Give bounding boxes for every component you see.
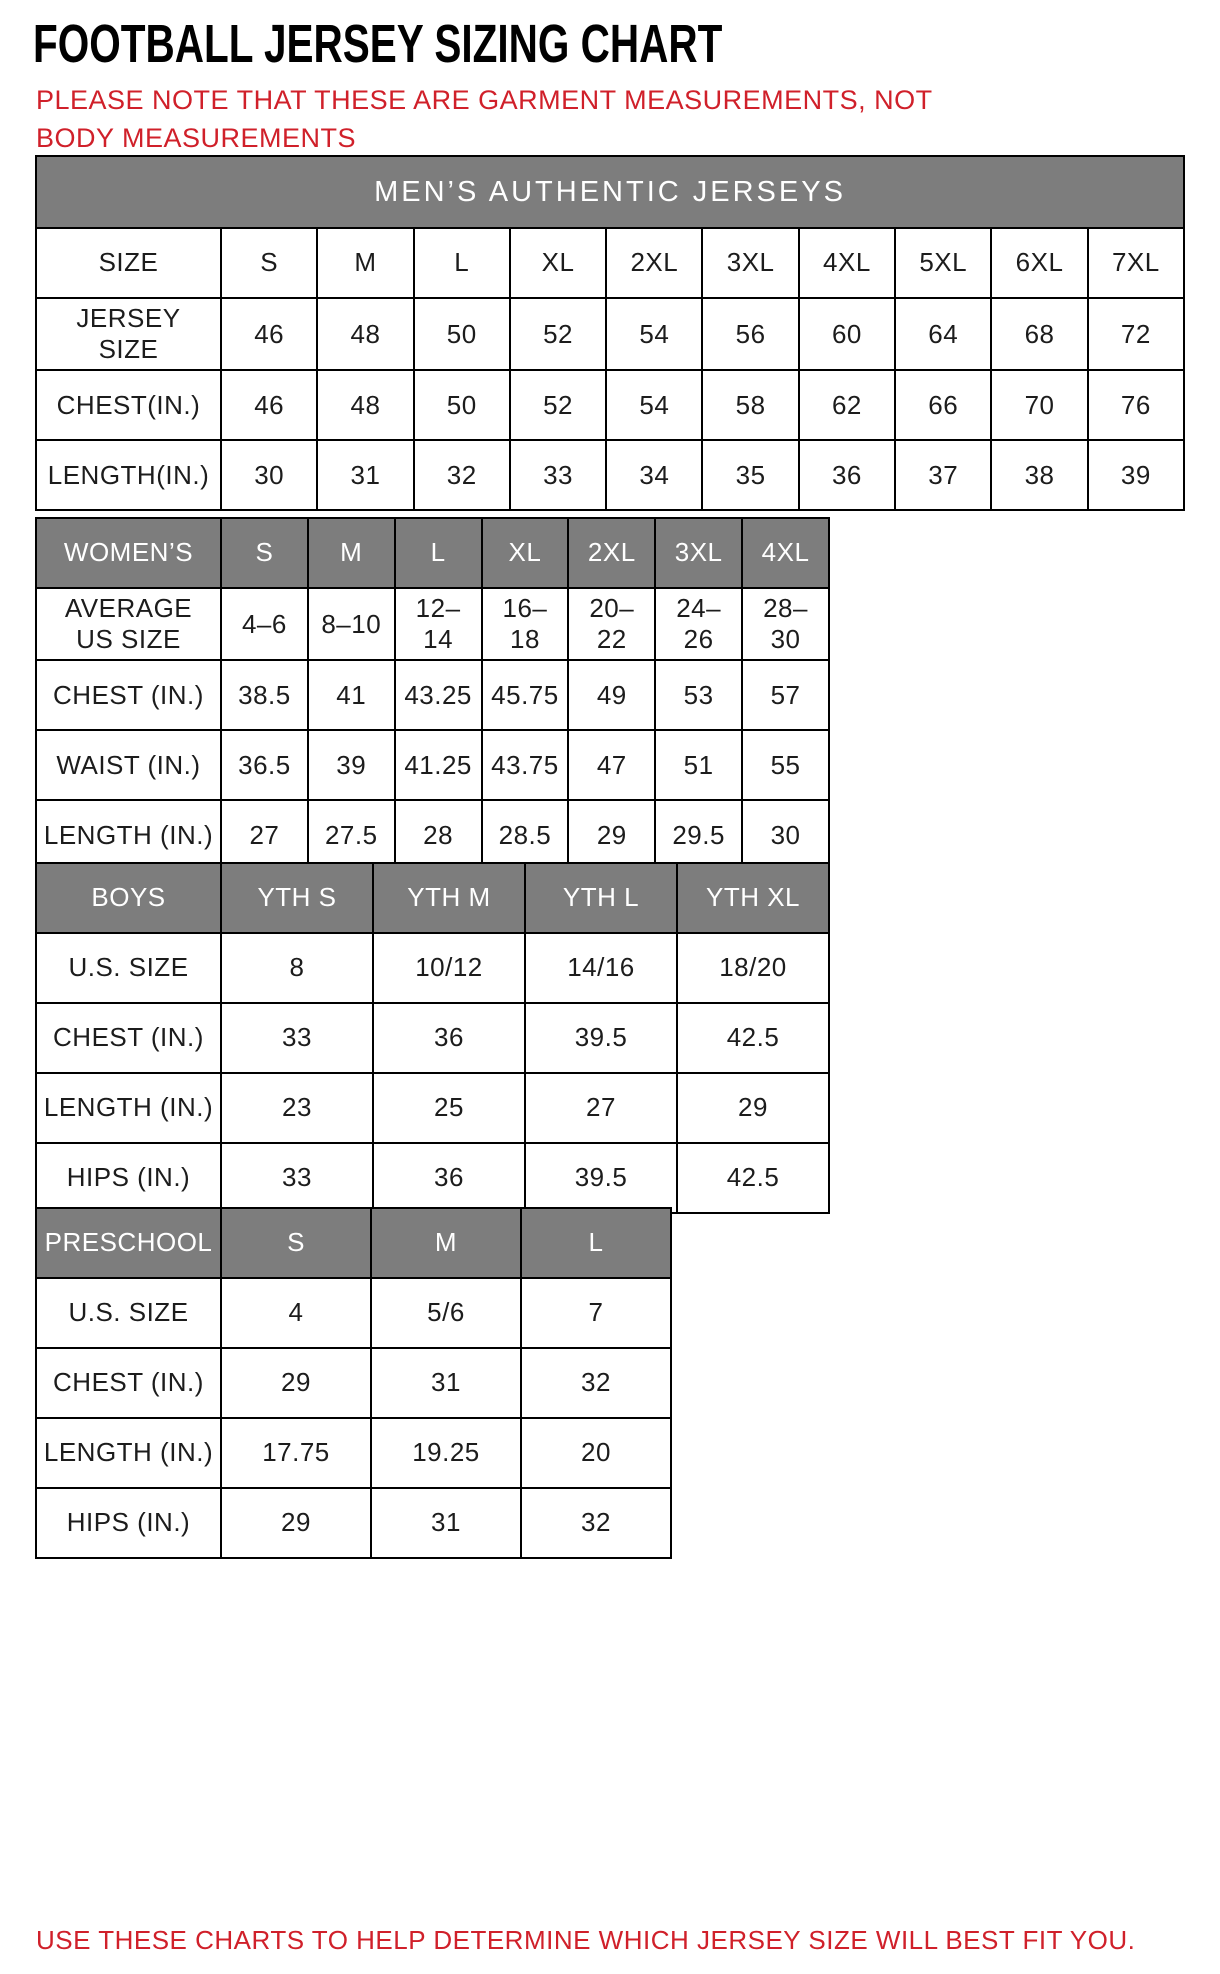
value-cell: 6XL [991,228,1087,298]
size-column-header: L [395,518,482,588]
value-cell: 25 [373,1073,525,1143]
row-label: SIZE [36,228,221,298]
mens-banner: MEN’S AUTHENTIC JERSEYS [36,156,1184,228]
value-cell: 7 [521,1278,671,1348]
preschool-size-table [35,1207,672,1559]
value-cell: 72 [1088,298,1184,370]
womens-table-row [36,588,829,660]
preschool-table-row [36,1418,671,1488]
value-cell: 39.5 [525,1143,677,1213]
row-label: U.S. SIZE [36,1278,221,1348]
value-cell: 54 [606,370,702,440]
value-cell: 31 [371,1348,521,1418]
value-cell: 5/6 [371,1278,521,1348]
value-cell: S [221,228,317,298]
size-column-header: S [221,1208,371,1278]
preschool-header-label: PRESCHOOL [36,1208,221,1278]
womens-table-row [36,800,829,870]
preschool-table-row [36,1488,671,1558]
value-cell: 39 [308,730,395,800]
value-cell: 55 [742,730,829,800]
boys-size-table [35,862,830,1214]
value-cell: 20–22 [568,588,655,660]
row-label: CHEST(IN.) [36,370,221,440]
garment-measurement-note: PLEASE NOTE THAT THESE ARE GARMENT MEASUREMENTS, NOT BODY MEASUREMENTS [36,85,933,153]
row-label: LENGTH (IN.) [36,800,221,870]
value-cell: 4–6 [221,588,308,660]
value-cell: 52 [510,370,606,440]
value-cell: 36.5 [221,730,308,800]
value-cell: 43.25 [395,660,482,730]
value-cell: 50 [414,298,510,370]
value-cell: 52 [510,298,606,370]
mens-table-row [36,298,1184,370]
preschool-table-row [36,1348,671,1418]
size-column-header: YTH M [373,863,525,933]
value-cell: 54 [606,298,702,370]
value-cell: 48 [317,298,413,370]
womens-header-row [36,518,829,588]
boys-header-label: BOYS [36,863,221,933]
value-cell: M [317,228,413,298]
row-label: LENGTH(IN.) [36,440,221,510]
size-column-header: 2XL [568,518,655,588]
value-cell: 45.75 [482,660,569,730]
value-cell: 4XL [799,228,895,298]
preschool-table-row [36,1278,671,1348]
value-cell: 64 [895,298,991,370]
boys-table-row [36,1003,829,1073]
value-cell: 51 [655,730,742,800]
value-cell: 30 [221,440,317,510]
size-column-header: M [308,518,395,588]
value-cell: 49 [568,660,655,730]
womens-header-label: WOMEN’S [36,518,221,588]
value-cell: 29.5 [655,800,742,870]
value-cell: 48 [317,370,413,440]
value-cell: 70 [991,370,1087,440]
value-cell: 20 [521,1418,671,1488]
value-cell: 33 [221,1003,373,1073]
row-label: CHEST (IN.) [36,1348,221,1418]
page-title: FOOTBALL JERSEY SIZING CHART [33,14,723,74]
value-cell: 58 [702,370,798,440]
value-cell: 36 [373,1143,525,1213]
value-cell: 27.5 [308,800,395,870]
womens-size-table [35,517,830,871]
row-label: CHEST (IN.) [36,660,221,730]
value-cell: 19.25 [371,1418,521,1488]
size-column-header: YTH L [525,863,677,933]
womens-table-row [36,660,829,730]
value-cell: 12–14 [395,588,482,660]
value-cell: 60 [799,298,895,370]
value-cell: 32 [521,1348,671,1418]
size-column-header: YTH S [221,863,373,933]
value-cell: 23 [221,1073,373,1143]
row-label: LENGTH (IN.) [36,1073,221,1143]
value-cell: 42.5 [677,1003,829,1073]
value-cell: 2XL [606,228,702,298]
value-cell: 27 [525,1073,677,1143]
value-cell: 41 [308,660,395,730]
value-cell: 29 [221,1348,371,1418]
value-cell: 7XL [1088,228,1184,298]
footer-note: USE THESE CHARTS TO HELP DETERMINE WHICH JERSEY SIZE WILL BEST FIT YOU. [36,1925,1136,1955]
value-cell: 31 [317,440,413,510]
value-cell: 4 [221,1278,371,1348]
mens-banner-row [36,156,1184,228]
value-cell: 36 [373,1003,525,1073]
womens-table-row [36,730,829,800]
mens-table-row [36,228,1184,298]
value-cell: 36 [799,440,895,510]
row-label: HIPS (IN.) [36,1143,221,1213]
value-cell: 57 [742,660,829,730]
value-cell: 50 [414,370,510,440]
size-column-header: XL [482,518,569,588]
preschool-header-row [36,1208,671,1278]
value-cell: 5XL [895,228,991,298]
value-cell: 46 [221,370,317,440]
mens-size-table [35,155,1185,511]
value-cell: 33 [510,440,606,510]
value-cell: 34 [606,440,702,510]
row-label: LENGTH (IN.) [36,1418,221,1488]
boys-table-row [36,1073,829,1143]
row-label: CHEST (IN.) [36,1003,221,1073]
value-cell: XL [510,228,606,298]
value-cell: 42.5 [677,1143,829,1213]
value-cell: 35 [702,440,798,510]
value-cell: 8 [221,933,373,1003]
mens-table-row [36,370,1184,440]
value-cell: 16–18 [482,588,569,660]
value-cell: 10/12 [373,933,525,1003]
size-column-header: YTH XL [677,863,829,933]
value-cell: 28.5 [482,800,569,870]
value-cell: 14/16 [525,933,677,1003]
size-column-header: L [521,1208,671,1278]
row-label: AVERAGE US SIZE [36,588,221,660]
value-cell: L [414,228,510,298]
value-cell: 39 [1088,440,1184,510]
value-cell: 30 [742,800,829,870]
value-cell: 31 [371,1488,521,1558]
value-cell: 38 [991,440,1087,510]
value-cell: 27 [221,800,308,870]
value-cell: 29 [677,1073,829,1143]
value-cell: 38.5 [221,660,308,730]
value-cell: 28–30 [742,588,829,660]
value-cell: 18/20 [677,933,829,1003]
size-column-header: S [221,518,308,588]
value-cell: 28 [395,800,482,870]
value-cell: 17.75 [221,1418,371,1488]
value-cell: 32 [414,440,510,510]
value-cell: 24–26 [655,588,742,660]
row-label: WAIST (IN.) [36,730,221,800]
value-cell: 46 [221,298,317,370]
value-cell: 29 [221,1488,371,1558]
value-cell: 29 [568,800,655,870]
value-cell: 66 [895,370,991,440]
value-cell: 68 [991,298,1087,370]
boys-header-row [36,863,829,933]
value-cell: 53 [655,660,742,730]
value-cell: 41.25 [395,730,482,800]
value-cell: 47 [568,730,655,800]
value-cell: 37 [895,440,991,510]
value-cell: 43.75 [482,730,569,800]
row-label: HIPS (IN.) [36,1488,221,1558]
row-label: U.S. SIZE [36,933,221,1003]
value-cell: 3XL [702,228,798,298]
value-cell: 76 [1088,370,1184,440]
value-cell: 32 [521,1488,671,1558]
value-cell: 62 [799,370,895,440]
value-cell: 56 [702,298,798,370]
size-column-header: 3XL [655,518,742,588]
size-column-header: M [371,1208,521,1278]
value-cell: 39.5 [525,1003,677,1073]
size-column-header: 4XL [742,518,829,588]
boys-table-row [36,1143,829,1213]
row-label: JERSEY SIZE [36,298,221,370]
value-cell: 33 [221,1143,373,1213]
value-cell: 8–10 [308,588,395,660]
boys-table-row [36,933,829,1003]
mens-table-row [36,440,1184,510]
